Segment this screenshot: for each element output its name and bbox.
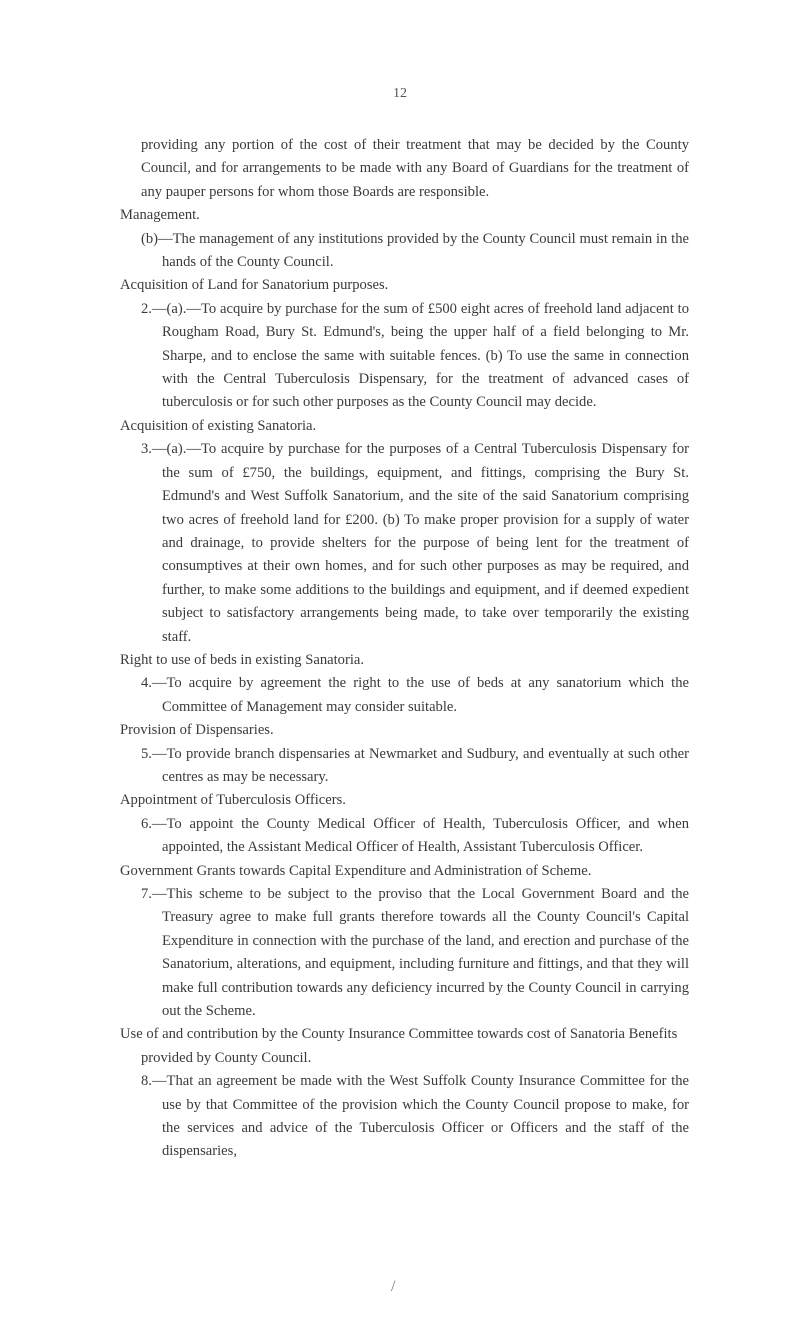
section-heading-insurance-committee: Use of and contribution by the County Insurance Committee towards cost of Sanatoria Benefits provided by County Council. [120, 1026, 678, 1066]
section-heading-officers: Appointment of Tuberculosis Officers. [120, 792, 346, 809]
section-heading-government-grants: Government Grants towards Capital Expenditure and Administration of Scheme. [120, 862, 592, 879]
paragraph-8: 8.—That an agreement be made with the West Suffolk County Insurance Committee for the use by that Committee of the provision which the County Council propose to make, for the services and advice of the Tuberculosis Officer or Officers and the staff of the dispensaries, [141, 1073, 689, 1160]
section-heading-acquisition-sanatoria: Acquisition of existing Sanatoria. [120, 417, 317, 434]
paragraph-6: 6.—To appoint the County Medical Officer of Health, Tuberculosis Officer, and when appointed, the Assistant Medical Officer of Health, Assistant Tuberculosis Officer. [141, 815, 689, 856]
continued-paragraph: providing any portion of the cost of their treatment that may be decided by the County Council, and for arrangements to be made with any Board of Guardians for the treatment of any pauper persons for whom those Boards are responsible. [141, 137, 689, 200]
section-heading-right-to-beds: Right to use of beds in existing Sanatoria. [120, 651, 365, 668]
footer-mark: / [391, 1278, 396, 1295]
paragraph-2: 2.—(a).—To acquire by purchase for the sum of £500 eight acres of freehold land adjacent to Rougham Road, Bury St. Edmund's, being the upper half of a field belonging to Mr. Sharpe, and to enclose the same with suitable fences. (b) To use the same in connection with the Central Tuberculosis Dispensary, for the treatment of advanced cases of tuberculosis or for such other purposes as the County Council may decide. [141, 300, 689, 411]
paragraph-5: 5.—To provide branch dispensaries at Newmarket and Sudbury, and eventually at such other centres as may be necessary. [141, 745, 689, 785]
paragraph-4: 4.—To acquire by agreement the right to the use of beds at any sanatorium which the Committee of Management may consider suitable. [141, 675, 689, 715]
section-heading-acquisition-land: Acquisition of Land for Sanatorium purposes. [120, 277, 389, 294]
paragraph-7: 7.—This scheme to be subject to the proviso that the Local Government Board and the Treasury agree to make full grants therefore towards all the County Council's Capital Expenditure in connection with the purchase of the land, and erection and purchase of the Sanatorium, alterations, and equipment, including furniture and fittings, and that they will make full contribution towards any deficiency incurred by the County Council in carrying out the Scheme. [141, 886, 689, 1020]
paragraph-3: 3.—(a).—To acquire by purchase for the purposes of a Central Tuberculosis Dispensary for the sum of £750, the buildings, equipment, and fittings, comprising the Bury St. Edmund's and West Suffolk Sanatorium, and the site of the said Sanatorium comprising two acres of freehold land for £200. (b) To make proper provision for a supply of water and drainage, to provide shelters for the purpose of being lent for the treatment of consumptives at their own homes, and for such other purposes as may be required, and further, to make some additions to the buildings and equipment, and if deemed expedient subject to satisfactory arrangements being made, to take over temporarily the existing staff. [141, 441, 689, 645]
section-heading-dispensaries: Provision of Dispensaries. [120, 722, 274, 739]
page-number: 12 [393, 86, 407, 101]
section-heading-management: Management. [120, 207, 200, 224]
document-body [120, 134, 689, 1164]
paragraph-1b: (b)—The management of any institutions provided by the County Council must remain in the hands of the County Council. [141, 230, 689, 271]
